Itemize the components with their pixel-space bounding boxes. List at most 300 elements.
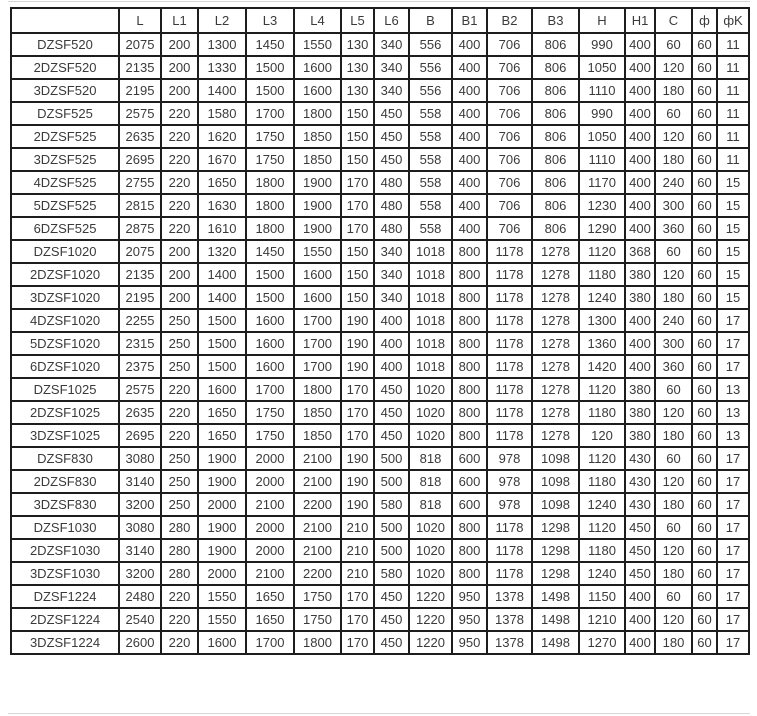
table-cell: 2000 (246, 470, 294, 493)
table-cell: 1750 (246, 401, 294, 424)
table-cell: 1278 (532, 332, 579, 355)
table-cell: 1320 (198, 240, 246, 263)
table-cell: 120 (655, 608, 692, 631)
table-cell: 1178 (487, 378, 532, 401)
table-cell: 60 (655, 516, 692, 539)
table-cell: 220 (161, 585, 198, 608)
table-row (11, 125, 749, 148)
header-cell-c: C (655, 8, 692, 33)
table-cell: 360 (655, 355, 692, 378)
table-cell: 1670 (198, 148, 246, 171)
table-cell: 1600 (246, 332, 294, 355)
table-cell: 250 (161, 493, 198, 516)
table-cell: 400 (374, 332, 409, 355)
table-cell: 1600 (198, 631, 246, 654)
table-cell: 558 (409, 148, 452, 171)
table-cell: 450 (374, 424, 409, 447)
table-cell: 1500 (246, 79, 294, 102)
table-cell: 1550 (198, 585, 246, 608)
table-cell: 60 (692, 125, 717, 148)
table-cell: 1220 (409, 585, 452, 608)
table-cell: 450 (374, 125, 409, 148)
table-cell: 1900 (198, 516, 246, 539)
table-cell: 800 (452, 240, 487, 263)
table-cell: 60 (692, 539, 717, 562)
table-cell: 1900 (198, 539, 246, 562)
model-name-cell: 2DZSF1025 (11, 401, 119, 424)
table-cell: 60 (692, 355, 717, 378)
table-cell: 60 (692, 56, 717, 79)
table-cell: 1700 (246, 631, 294, 654)
table-cell: 500 (374, 516, 409, 539)
table-cell: 1178 (487, 539, 532, 562)
table-cell: 340 (374, 263, 409, 286)
table-cell: 220 (161, 631, 198, 654)
table-cell: 60 (692, 240, 717, 263)
table-cell: 120 (655, 125, 692, 148)
table-cell: 1900 (198, 447, 246, 470)
table-cell: 706 (487, 102, 532, 125)
table-cell: 400 (625, 102, 655, 125)
table-row (11, 263, 749, 286)
table-cell: 200 (161, 79, 198, 102)
model-name-cell: DZSF1025 (11, 378, 119, 401)
table-cell: 1900 (294, 217, 341, 240)
table-cell: 220 (161, 608, 198, 631)
table-cell: 1850 (294, 401, 341, 424)
table-cell: 400 (452, 33, 487, 56)
table-cell: 1278 (532, 355, 579, 378)
table-cell: 1018 (409, 263, 452, 286)
table-cell: 2135 (119, 263, 161, 286)
table-cell: 1700 (294, 309, 341, 332)
header-cell-l1: L1 (161, 8, 198, 33)
table-cell: 800 (452, 562, 487, 585)
table-cell: 1600 (294, 56, 341, 79)
table-cell: 1020 (409, 378, 452, 401)
table-row (11, 171, 749, 194)
table-cell: 13 (717, 401, 749, 424)
table-cell: 806 (532, 217, 579, 240)
table-cell: 1650 (198, 401, 246, 424)
table-cell: 450 (625, 516, 655, 539)
table-cell: 120 (655, 470, 692, 493)
table-cell: 1278 (532, 378, 579, 401)
table-cell: 220 (161, 171, 198, 194)
table-cell: 2815 (119, 194, 161, 217)
table-cell: 1278 (532, 240, 579, 263)
table-cell: 1178 (487, 309, 532, 332)
table-cell: 400 (625, 33, 655, 56)
model-name-cell: 6DZSF1020 (11, 355, 119, 378)
table-cell: 1750 (294, 585, 341, 608)
table-cell: 1800 (246, 217, 294, 240)
model-name-cell: DZSF1030 (11, 516, 119, 539)
table-cell: 17 (717, 309, 749, 332)
table-cell: 150 (341, 263, 374, 286)
table-cell: 2635 (119, 401, 161, 424)
table-cell: 17 (717, 516, 749, 539)
table-cell: 1900 (294, 194, 341, 217)
table-cell: 1498 (532, 608, 579, 631)
table-cell: 1278 (532, 263, 579, 286)
table-cell: 130 (341, 79, 374, 102)
table-cell: 170 (341, 424, 374, 447)
table-cell: 400 (625, 56, 655, 79)
table-cell: 400 (452, 56, 487, 79)
model-name-cell: 2DZSF830 (11, 470, 119, 493)
table-cell: 60 (692, 309, 717, 332)
table-cell: 60 (692, 585, 717, 608)
table-cell: 180 (655, 286, 692, 309)
table-cell: 2000 (246, 539, 294, 562)
table-cell: 1400 (198, 263, 246, 286)
header-cell-b: B (409, 8, 452, 33)
table-cell: 60 (692, 470, 717, 493)
table-row (11, 401, 749, 424)
model-name-cell: 3DZSF1224 (11, 631, 119, 654)
table-cell: 60 (655, 585, 692, 608)
table-cell: 706 (487, 148, 532, 171)
table-cell: 818 (409, 447, 452, 470)
table-cell: 240 (655, 309, 692, 332)
table-cell: 380 (625, 286, 655, 309)
table-row (11, 79, 749, 102)
table-cell: 400 (452, 217, 487, 240)
table-cell: 450 (374, 102, 409, 125)
table-cell: 1278 (532, 286, 579, 309)
table-cell: 368 (625, 240, 655, 263)
header-cell-h1: H1 (625, 8, 655, 33)
table-cell: 13 (717, 424, 749, 447)
table-cell: 150 (341, 148, 374, 171)
table-cell: 60 (692, 286, 717, 309)
table-cell: 2635 (119, 125, 161, 148)
table-cell: 180 (655, 79, 692, 102)
table-cell: 1178 (487, 401, 532, 424)
table-cell: 1098 (532, 470, 579, 493)
table-cell: 400 (452, 148, 487, 171)
table-cell: 2100 (246, 493, 294, 516)
table-row (11, 355, 749, 378)
table-cell: 806 (532, 194, 579, 217)
table-cell: 400 (625, 608, 655, 631)
table-cell: 150 (341, 286, 374, 309)
table-cell: 400 (625, 125, 655, 148)
table-cell: 17 (717, 585, 749, 608)
table-cell: 190 (341, 447, 374, 470)
table-row (11, 493, 749, 516)
table-cell: 190 (341, 355, 374, 378)
table-cell: 1120 (579, 240, 625, 263)
table-cell: 60 (692, 194, 717, 217)
table-cell: 950 (452, 608, 487, 631)
table-cell: 1020 (409, 424, 452, 447)
table-cell: 250 (161, 332, 198, 355)
table-cell: 15 (717, 171, 749, 194)
table-cell: 17 (717, 493, 749, 516)
table-cell: 170 (341, 171, 374, 194)
table-cell: 1600 (246, 309, 294, 332)
table-cell: 190 (341, 493, 374, 516)
model-name-cell: 3DZSF1025 (11, 424, 119, 447)
table-cell: 1600 (198, 378, 246, 401)
table-cell: 1110 (579, 148, 625, 171)
model-name-cell: 2DZSF1224 (11, 608, 119, 631)
table-cell: 500 (374, 447, 409, 470)
table-row (11, 332, 749, 355)
table-cell: 15 (717, 263, 749, 286)
table-cell: 340 (374, 79, 409, 102)
table-cell: 1580 (198, 102, 246, 125)
table-cell: 1278 (532, 401, 579, 424)
table-cell: 818 (409, 470, 452, 493)
table-cell: 1400 (198, 79, 246, 102)
table-cell: 2100 (294, 470, 341, 493)
table-cell: 2075 (119, 33, 161, 56)
table-cell: 706 (487, 194, 532, 217)
table-cell: 380 (625, 263, 655, 286)
table-cell: 130 (341, 33, 374, 56)
table-cell: 1290 (579, 217, 625, 240)
table-cell: 400 (374, 355, 409, 378)
table-cell: 556 (409, 56, 452, 79)
table-cell: 3200 (119, 493, 161, 516)
table-row (11, 240, 749, 263)
table-cell: 1800 (294, 102, 341, 125)
table-cell: 400 (452, 125, 487, 148)
table-row (11, 631, 749, 654)
table-row (11, 608, 749, 631)
table-cell: 60 (692, 332, 717, 355)
table-cell: 400 (625, 631, 655, 654)
table-cell: 600 (452, 447, 487, 470)
table-cell: 170 (341, 585, 374, 608)
table-cell: 450 (374, 608, 409, 631)
table-cell: 170 (341, 608, 374, 631)
table-cell: 800 (452, 286, 487, 309)
table-cell: 1178 (487, 263, 532, 286)
table-cell: 1550 (294, 33, 341, 56)
table-cell: 1900 (294, 171, 341, 194)
table-cell: 400 (452, 194, 487, 217)
table-cell: 1420 (579, 355, 625, 378)
table-cell: 280 (161, 562, 198, 585)
table-cell: 806 (532, 171, 579, 194)
table-cell: 1600 (294, 286, 341, 309)
table-cell: 2600 (119, 631, 161, 654)
table-cell: 250 (161, 355, 198, 378)
table-cell: 17 (717, 562, 749, 585)
table-cell: 190 (341, 332, 374, 355)
table-cell: 706 (487, 217, 532, 240)
table-cell: 400 (625, 585, 655, 608)
table-cell: 1800 (246, 194, 294, 217)
table-cell: 556 (409, 33, 452, 56)
model-name-cell: 3DZSF830 (11, 493, 119, 516)
table-cell: 180 (655, 631, 692, 654)
table-cell: 15 (717, 217, 749, 240)
table-cell: 250 (161, 309, 198, 332)
table-cell: 1178 (487, 332, 532, 355)
table-cell: 1120 (579, 516, 625, 539)
table-cell: 200 (161, 286, 198, 309)
table-cell: 1360 (579, 332, 625, 355)
table-cell: 1298 (532, 562, 579, 585)
table-cell: 17 (717, 447, 749, 470)
table-cell: 800 (452, 355, 487, 378)
table-cell: 2540 (119, 608, 161, 631)
table-row (11, 102, 749, 125)
table-cell: 60 (692, 631, 717, 654)
table-cell: 450 (374, 631, 409, 654)
table-cell: 600 (452, 493, 487, 516)
table-cell: 2755 (119, 171, 161, 194)
table-cell: 220 (161, 125, 198, 148)
table-cell: 120 (579, 424, 625, 447)
table-cell: 2000 (198, 562, 246, 585)
table-row (11, 148, 749, 171)
table-cell: 2100 (294, 516, 341, 539)
table-cell: 1800 (294, 631, 341, 654)
table-cell: 2100 (294, 539, 341, 562)
table-cell: 1700 (294, 355, 341, 378)
table-row (11, 217, 749, 240)
table-cell: 340 (374, 240, 409, 263)
table-cell: 1330 (198, 56, 246, 79)
header-cell-b1: B1 (452, 8, 487, 33)
model-name-cell: DZSF1020 (11, 240, 119, 263)
table-row (11, 516, 749, 539)
table-cell: 11 (717, 148, 749, 171)
table-cell: 220 (161, 401, 198, 424)
table-cell: 450 (374, 148, 409, 171)
table-cell: 200 (161, 263, 198, 286)
model-name-cell: 2DZSF525 (11, 125, 119, 148)
table-cell: 2375 (119, 355, 161, 378)
table-cell: 1750 (246, 125, 294, 148)
table-cell: 2195 (119, 79, 161, 102)
table-row (11, 470, 749, 493)
table-cell: 806 (532, 33, 579, 56)
table-cell: 1180 (579, 263, 625, 286)
table-cell: 1020 (409, 562, 452, 585)
table-cell: 400 (625, 309, 655, 332)
table-cell: 17 (717, 332, 749, 355)
model-name-cell: DZSF1224 (11, 585, 119, 608)
table-cell: 300 (655, 194, 692, 217)
model-name-cell: 3DZSF525 (11, 148, 119, 171)
table-cell: 1020 (409, 539, 452, 562)
table-cell: 800 (452, 539, 487, 562)
table-cell: 60 (655, 102, 692, 125)
table-cell: 220 (161, 217, 198, 240)
page-edge-line-bottom (8, 713, 750, 714)
table-cell: 60 (692, 102, 717, 125)
table-row (11, 56, 749, 79)
table-cell: 1650 (198, 171, 246, 194)
table-cell: 60 (692, 493, 717, 516)
table-cell: 400 (452, 79, 487, 102)
table-cell: 1750 (246, 424, 294, 447)
table-cell: 60 (692, 378, 717, 401)
table-cell: 1230 (579, 194, 625, 217)
table-cell: 1298 (532, 516, 579, 539)
table-cell: 706 (487, 125, 532, 148)
table-cell: 180 (655, 148, 692, 171)
table-cell: 1270 (579, 631, 625, 654)
model-name-cell: 5DZSF1020 (11, 332, 119, 355)
model-name-cell: 2DZSF520 (11, 56, 119, 79)
table-cell: 1700 (294, 332, 341, 355)
table-cell: 1120 (579, 447, 625, 470)
model-name-cell: DZSF520 (11, 33, 119, 56)
table-cell: 200 (161, 33, 198, 56)
table-cell: 1900 (198, 470, 246, 493)
header-cell-l3: L3 (246, 8, 294, 33)
table-cell: 480 (374, 171, 409, 194)
table-cell: 2195 (119, 286, 161, 309)
table-cell: 800 (452, 309, 487, 332)
table-cell: 150 (341, 240, 374, 263)
table-cell: 2575 (119, 102, 161, 125)
table-cell: 706 (487, 79, 532, 102)
table-row (11, 539, 749, 562)
table-cell: 220 (161, 424, 198, 447)
table-cell: 1050 (579, 125, 625, 148)
model-name-cell: 2DZSF1020 (11, 263, 119, 286)
table-cell: 2000 (198, 493, 246, 516)
table-cell: 220 (161, 102, 198, 125)
model-name-cell: DZSF830 (11, 447, 119, 470)
table-cell: 170 (341, 194, 374, 217)
table-cell: 2000 (246, 447, 294, 470)
table-cell: 1050 (579, 56, 625, 79)
table-cell: 250 (161, 447, 198, 470)
table-cell: 60 (692, 148, 717, 171)
table-cell: 580 (374, 493, 409, 516)
table-cell: 240 (655, 171, 692, 194)
table-cell: 400 (625, 171, 655, 194)
table-cell: 3080 (119, 516, 161, 539)
table-cell: 706 (487, 33, 532, 56)
table-cell: 170 (341, 631, 374, 654)
model-name-cell: 6DZSF525 (11, 217, 119, 240)
table-cell: 1240 (579, 286, 625, 309)
table-cell: 1378 (487, 585, 532, 608)
table-cell: 1220 (409, 631, 452, 654)
table-cell: 1750 (294, 608, 341, 631)
table-cell: 1498 (532, 631, 579, 654)
table-cell: 806 (532, 56, 579, 79)
table-cell: 1450 (246, 240, 294, 263)
header-cell-l6: L6 (374, 8, 409, 33)
table-cell: 806 (532, 148, 579, 171)
table-cell: 400 (625, 217, 655, 240)
table-cell: 558 (409, 171, 452, 194)
table-cell: 1098 (532, 493, 579, 516)
table-cell: 400 (625, 194, 655, 217)
table-cell: 706 (487, 56, 532, 79)
table-cell: 150 (341, 125, 374, 148)
table-cell: 1800 (294, 378, 341, 401)
table-cell: 340 (374, 286, 409, 309)
model-name-cell: 4DZSF525 (11, 171, 119, 194)
table-cell: 11 (717, 125, 749, 148)
table-cell: 60 (692, 424, 717, 447)
table-cell: 1500 (198, 355, 246, 378)
table-cell: 120 (655, 401, 692, 424)
